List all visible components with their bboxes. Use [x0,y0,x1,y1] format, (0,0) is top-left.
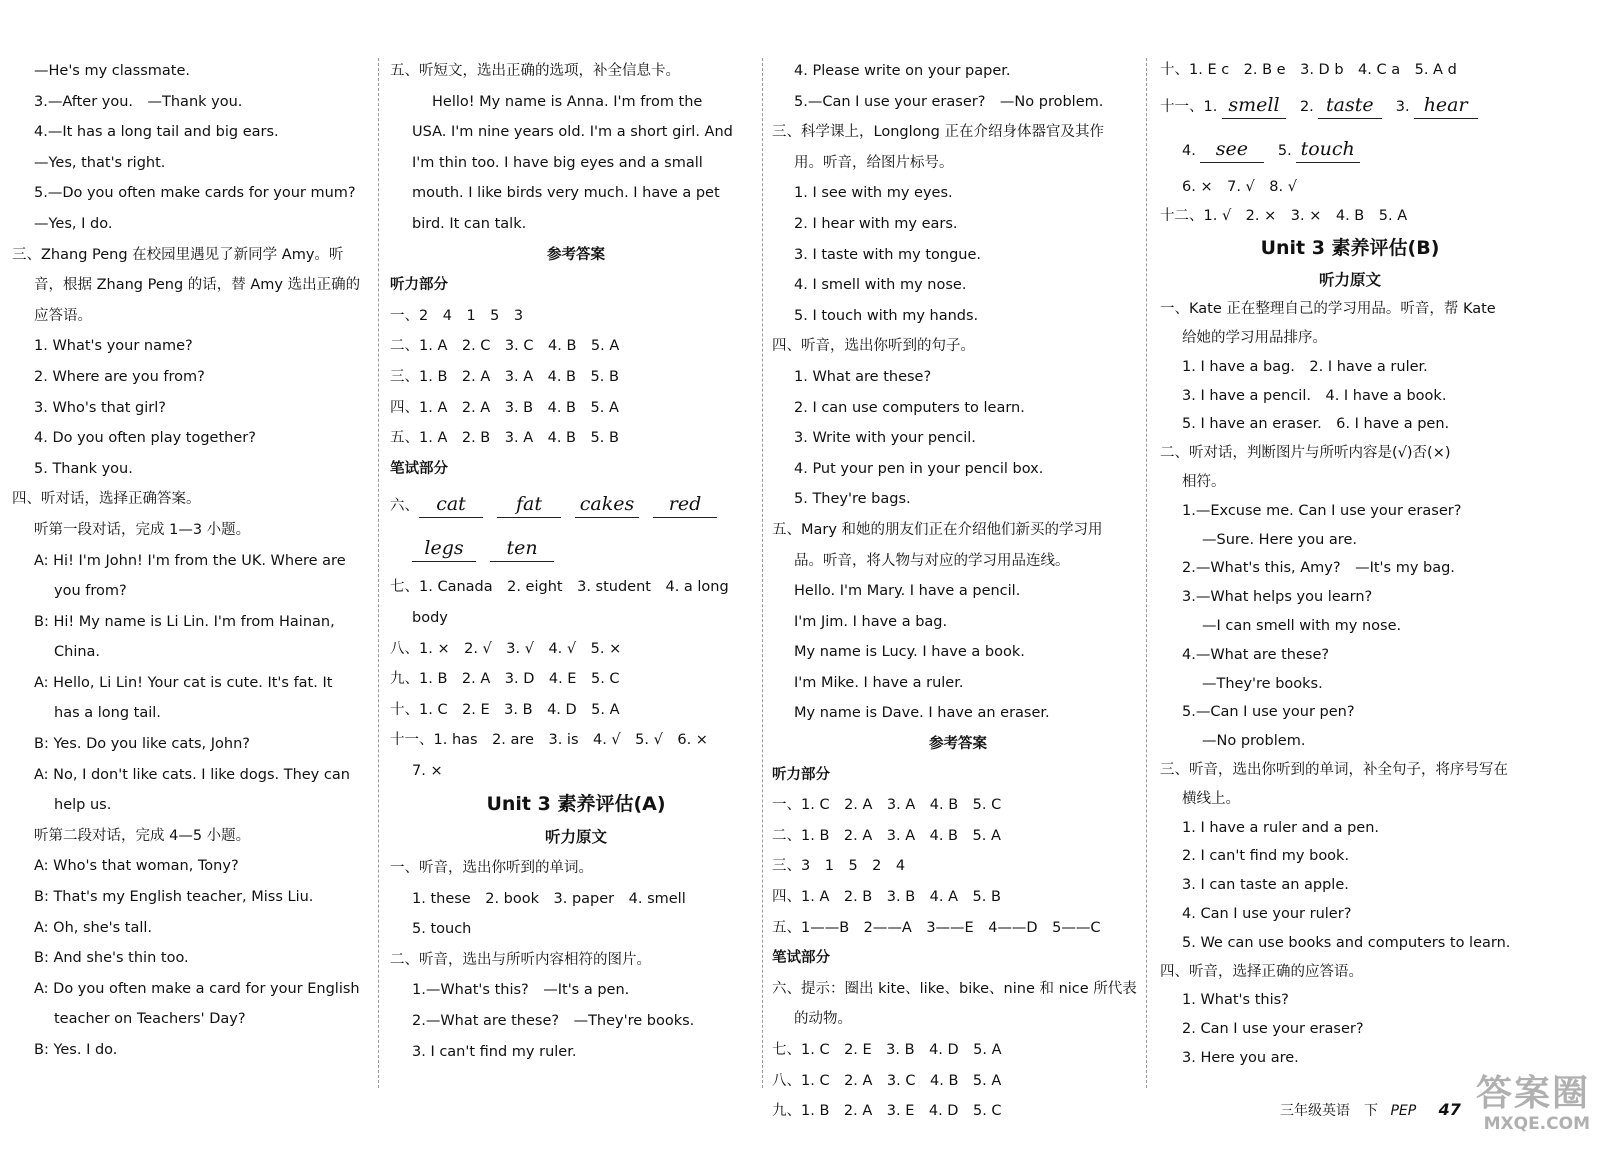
text-line: —No problem. [1202,733,1306,750]
text-line: I'm thin too. I have big eyes and a small [412,154,703,171]
text-line: 一、2 4 1 5 3 [390,307,524,324]
text-line: B: And she's thin too. [34,950,189,967]
text-line: B: Yes. I do. [34,1042,118,1058]
text-line: 1. I have a bag. 2. I have a ruler. [1182,358,1428,375]
handwritten-answer: taste [1318,92,1382,119]
handwritten-answer: hear [1414,92,1478,119]
question-number: 3. [1395,98,1410,115]
text-line: 九、1. B 2. A 3. E 4. D 5. C [772,1103,1002,1120]
text-line: 2. Where are you from? [34,368,205,385]
handwritten-answer: cakes [575,491,639,518]
text-line: —I can smell with my nose. [1202,617,1402,634]
page-footer [1280,1100,1461,1120]
text-line: 七、1. C 2. E 3. B 4. D 5. A [772,1042,1002,1058]
text-line: 3. Write with your pencil. [794,430,976,447]
edition-label: PEP [1390,1103,1417,1119]
text-line: B: That's my English teacher, Miss Liu. [34,889,314,906]
text-line: 4.—It has a long tail and big ears. [34,124,279,141]
text-line: —They're books. [1202,675,1323,692]
text-line: I'm Jim. I have a bag. [794,613,948,630]
text-line: —Sure. Here you are. [1202,531,1357,548]
column-4 [1160,56,1540,1086]
text-line: USA. I'm nine years old. I'm a short girl. And [412,124,733,141]
question-number: 十一、1. [1160,98,1218,115]
text-line: 5.—Can I use your pen? [1182,704,1355,721]
text-line: A: Hi! I'm John! I'm from the UK. Where are [34,552,346,569]
text-line: help us. [54,797,112,814]
unit-title: Unit 3 素养评估(B) [1260,237,1440,260]
text-line: 2. I can't find my book. [1182,848,1350,865]
text-line: —He's my classmate. [34,63,191,79]
text-line: China. [54,644,101,661]
text-line: 一、Kate 正在整理自己的学习用品。听音，帮 Kate [1160,301,1496,318]
text-line: 1. these 2. book 3. paper 4. smell [412,890,686,907]
text-line: 听第二段对话，完成 4—5 小题。 [34,827,251,844]
text-line: 7. × [412,762,443,779]
text-line: 四、听对话，选择正确答案。 [12,491,201,508]
handwritten-answer: legs [412,535,476,562]
text-line: 四、1. A 2. A 3. B 4. B 5. A [390,399,619,416]
text-line: 三、科学课上，Longlong 正在介绍身体器官及其作 [772,124,1104,141]
text-line: 一、听音，选出你听到的单词。 [390,860,593,877]
handwritten-answer: red [653,491,717,518]
text-line: 五、听短文，选出正确的选项，补全信息卡。 [390,63,680,79]
text-line: 1.—What's this? —It's a pen. [412,982,630,999]
text-line: 八、1. × 2. √ 3. √ 4. √ 5. × [390,640,622,657]
page-number: 47 [1438,1100,1461,1119]
text-line: 四、1. A 2. B 3. B 4. A 5. B [772,889,1001,906]
text-line: 1. What's your name? [34,338,193,355]
column-3 [772,56,1144,1120]
text-line: 十一、1. has 2. are 3. is 4. √ 5. √ 6. × [390,732,708,749]
column-1 [12,56,372,1086]
text-line: 听第一段对话，完成 1—3 小题。 [34,521,251,538]
text-line: —Yes, I do. [34,215,113,232]
watermark-url: MXQE.COM [1483,1114,1590,1134]
text-line: 二、听对话，判断图片与所听内容是(√)否(×) [1160,445,1451,462]
text-line: 5.—Do you often make cards for your mum? [34,185,356,202]
text-line: 七、1. Canada 2. eight 3. student 4. a long [390,579,729,596]
handwritten-answer: see [1200,136,1264,163]
text-line: 4. Put your pen in your pencil box. [794,460,1044,477]
text-line: 2. I hear with my ears. [794,215,958,232]
text-line: 3. I taste with my tongue. [794,246,982,263]
text-line: 6. × 7. √ 8. √ [1182,178,1297,195]
text-line: 1. I see with my eyes. [794,185,953,202]
text-line: 4. Do you often play together? [34,430,256,447]
text-line: teacher on Teachers' Day? [54,1011,246,1028]
text-line: A: Oh, she's tall. [34,919,153,936]
text-line: 4. Can I use your ruler? [1182,905,1352,922]
text-line: 音，根据 Zhang Peng 的话，替 Amy 选出正确的 [34,277,361,294]
text-line: 5.—Can I use your eraser? —No problem. [794,93,1104,110]
text-line: bird. It can talk. [412,215,527,232]
text-line: 二、1. B 2. A 3. A 4. B 5. A [772,827,1001,844]
grade-label: 三年级英语 下 [1280,1103,1378,1119]
text-line: 六、提示：圈出 kite、like、bike、nine 和 nice 所代表 [772,980,1137,997]
text-line: 3. I have a pencil. 4. I have a book. [1182,387,1447,404]
text-line: 三、听音，选出你听到的单词，补全句子，将序号写在 [1160,761,1508,778]
text-line: 一、1. C 2. A 3. A 4. B 5. C [772,797,1002,814]
text-line: 1. I have a ruler and a pen. [1182,819,1379,836]
text-line: 5. I touch with my hands. [794,307,979,324]
watermark [1440,1074,1590,1144]
text-line: 十、1. C 2. E 3. B 4. D 5. A [390,701,620,718]
text-line: 参考答案 [547,246,605,263]
text-line: 2. Can I use your eraser? [1182,1021,1364,1038]
text-line: 4. Please write on your paper. [794,63,1011,79]
handwritten-answers-row [1160,129,1540,173]
text-line: 九、1. B 2. A 3. D 4. E 5. C [390,671,620,688]
handwritten-answers-row [1160,85,1540,129]
text-line: 笔试部分 [390,460,448,477]
text-line: 品。听音，将人物与对应的学习用品连线。 [794,552,1070,569]
handwritten-answer: smell [1222,92,1286,119]
text-line: 的动物。 [794,1011,852,1028]
text-line: 3. Who's that girl? [34,399,166,416]
text-line: 十、1. E c 2. B e 3. D b 4. C a 5. A d [1160,62,1457,78]
text-line: 3.—After you. —Thank you. [34,93,243,110]
question-number: 4. [1182,142,1196,159]
question-number: 2. [1299,98,1314,115]
section-title: 听力原文 [1318,271,1381,290]
handwritten-answer: touch [1296,136,1360,163]
text-line: mouth. I like birds very much. I have a pet [412,185,720,202]
column-divider [762,58,763,1088]
text-line: 二、听音，选出与所听内容相符的图片。 [390,951,651,968]
text-line: 5. We can use books and computers to learn. [1182,934,1511,951]
question-number: 5. [1277,142,1292,159]
text-line: 1.—Excuse me. Can I use your eraser? [1182,502,1462,519]
text-line: Hello. I'm Mary. I have a pencil. [794,583,1021,600]
text-line: 听力部分 [390,277,448,294]
text-line: 五、1. A 2. B 3. A 4. B 5. B [390,430,619,447]
text-line: 五、Mary 和她的朋友们正在介绍他们新买的学习用 [772,521,1103,538]
column-divider [1146,58,1147,1088]
text-line: 4.—What are these? [1182,646,1330,663]
text-line: 听力部分 [772,766,830,783]
text-line: 2.—What's this, Amy? —It's my bag. [1182,560,1455,577]
text-line: 5. Thank you. [34,460,133,477]
text-line: 十二、1. √ 2. × 3. × 4. B 5. A [1160,207,1408,224]
text-line: 三、1. B 2. A 3. A 4. B 5. B [390,368,619,385]
text-line: B: Hi! My name is Li Lin. I'm from Hainan, [34,613,335,630]
text-line: A: No, I don't like cats. I like dogs. They can [34,766,350,783]
text-line: 3. Here you are. [1182,1049,1299,1066]
text-line: 4. I smell with my nose. [794,277,967,294]
text-line: 3. I can't find my ruler. [412,1043,577,1060]
text-line: 四、听音，选出你听到的句子。 [772,338,975,355]
text-line: Hello! My name is Anna. I'm from the [432,93,703,110]
text-line: you from? [54,583,127,600]
text-line: 横线上。 [1182,790,1240,807]
text-line: My name is Lucy. I have a book. [794,644,1025,661]
watermark-logo: 答案圈 [1475,1073,1590,1114]
text-line: 3.—What helps you learn? [1182,589,1373,606]
handwritten-answer: fat [497,491,561,518]
handwritten-answers-row [390,484,762,528]
text-line: 2. I can use computers to learn. [794,399,1025,416]
text-line: 参考答案 [929,736,987,753]
column-divider [378,58,379,1088]
text-line: A: Do you often make a card for your English [34,980,360,997]
text-line: 5. touch [412,921,472,938]
text-line: 应答语。 [34,307,92,324]
column-2 [390,56,762,1086]
handwritten-answer: cat [419,491,483,518]
text-line: I'm Mike. I have a ruler. [794,674,964,691]
question-number: 六、 [390,498,419,515]
text-line: 三、3 1 5 2 4 [772,858,906,875]
text-line: 5. I have an eraser. 6. I have a pen. [1182,416,1450,433]
text-line: 给她的学习用品排序。 [1182,329,1327,346]
text-line: A: Who's that woman, Tony? [34,858,239,875]
text-line: 二、1. A 2. C 3. C 4. B 5. A [390,338,620,355]
handwritten-answer: ten [490,535,554,562]
text-line: 3. I can taste an apple. [1182,877,1349,894]
text-line: 2.—What are these? —They're books. [412,1013,695,1030]
text-line: B: Yes. Do you like cats, John? [34,736,250,753]
text-line: 八、1. C 2. A 3. C 4. B 5. A [772,1072,1002,1089]
text-line: 1. What are these? [794,368,932,385]
text-line: 五、1——B 2——A 3——E 4——D 5——C [772,919,1101,936]
handwritten-answers-row [390,528,762,572]
text-line: 笔试部分 [772,950,830,967]
text-line: A: Hello, Li Lin! Your cat is cute. It's fat. It [34,674,333,691]
section-title: 听力原文 [544,828,607,847]
text-line: body [412,609,448,626]
text-line: 相符。 [1182,473,1226,490]
text-line: My name is Dave. I have an eraser. [794,705,1050,722]
text-line: —Yes, that's right. [34,154,166,171]
text-line: 5. They're bags. [794,491,911,508]
text-line: has a long tail. [54,705,161,722]
text-line: 三、Zhang Peng 在校园里遇见了新同学 Amy。听 [12,246,344,263]
text-line: 四、听音，选择正确的应答语。 [1160,963,1363,980]
unit-title: Unit 3 素养评估(A) [486,793,666,816]
text-line: 用。听音，给图片标号。 [794,154,954,171]
text-line: 1. What's this? [1182,992,1289,1009]
